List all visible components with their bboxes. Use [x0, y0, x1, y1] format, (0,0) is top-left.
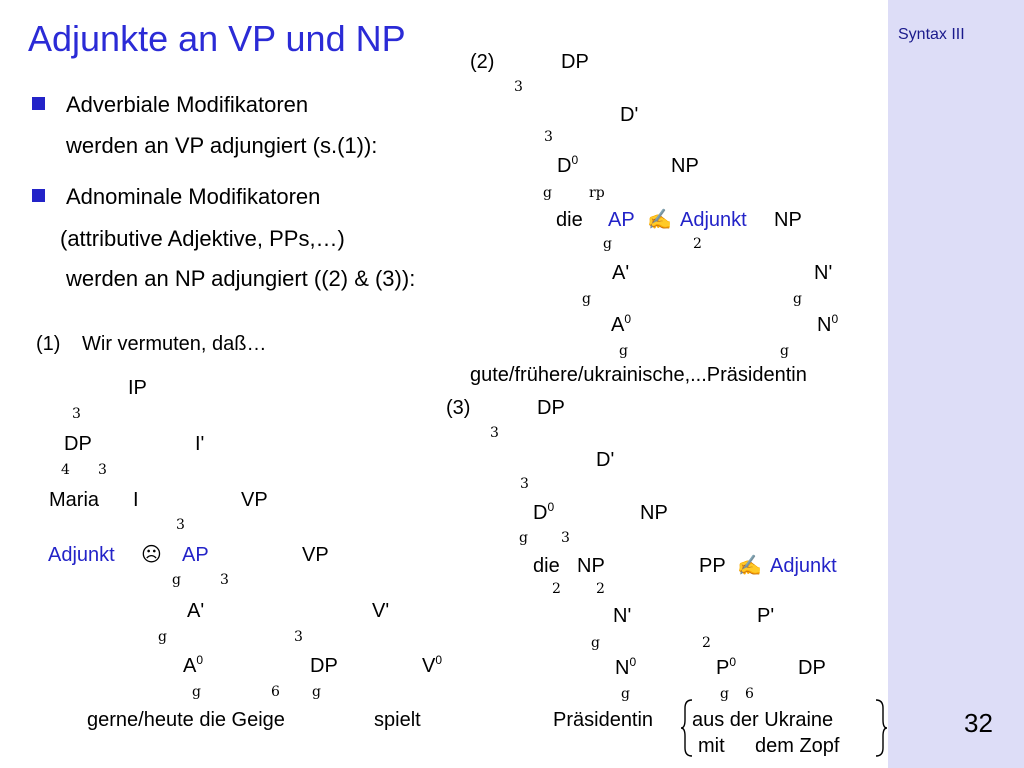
alternative-2-preposition: mit [698, 735, 725, 757]
node-n0: $N^0$ [817, 312, 839, 336]
node-p0: $P^0$ [716, 655, 737, 679]
page-number: 32 [964, 708, 993, 738]
branch-mark: g [621, 686, 630, 702]
writing-hand-icon: ✍ [737, 555, 762, 577]
node-p-bar: P' [757, 605, 775, 627]
bullet-1-line-2: werden an VP adjungiert (s.(1)): [66, 133, 378, 158]
alternative-1: aus der Ukraine [692, 709, 834, 731]
bullet-2-line-3: werden an NP adjungiert ((2) & (3)): [66, 266, 416, 291]
slide-title: Adjunkte an VP und NP [28, 18, 406, 59]
section-title: Syntax III [898, 26, 965, 43]
node-pp: PP [699, 555, 726, 577]
branch-mark: g [720, 686, 729, 702]
right-brace-icon [874, 698, 888, 758]
branch-mark: 2 [596, 581, 605, 597]
node-a-bar: A' [612, 262, 630, 284]
node-d-bar: D' [620, 104, 639, 126]
branch-mark: 3 [176, 517, 185, 533]
writing-hand-icon: ✍ [647, 209, 672, 231]
branch-mark: g [582, 291, 591, 307]
leaf-noun: Präsidentin [553, 709, 654, 731]
adjunkt-label: Adjunkt [770, 555, 837, 577]
frown-icon: ☹ [141, 544, 162, 566]
branch-mark: g [312, 684, 321, 700]
node-a-bar: A' [187, 600, 205, 622]
node-dp: DP [64, 433, 92, 455]
node-a0: $A^0$ [611, 312, 632, 336]
node-ap: AP [608, 209, 635, 231]
node-dp: DP [798, 657, 826, 679]
sidebar-panel [888, 0, 1024, 768]
branch-mark: g [192, 684, 201, 700]
node-a0: $A^0$ [183, 653, 204, 677]
example-1-sentence: Wir vermuten, daß… [82, 333, 267, 355]
node-np: NP [774, 209, 802, 231]
branch-mark: 2 [693, 236, 702, 252]
branch-mark: 6 [745, 686, 754, 702]
node-vp: VP [241, 489, 268, 511]
branch-mark: 3 [544, 129, 553, 145]
node-dp: DP [310, 655, 338, 677]
branch-mark: 3 [294, 629, 303, 645]
bullet-square-icon [32, 97, 45, 110]
branch-mark: 3 [72, 406, 81, 422]
branch-mark: g [543, 185, 552, 201]
node-ap: AP [182, 544, 209, 566]
branch-mark: g [603, 236, 612, 252]
leaf-text: gerne/heute die Geige [87, 709, 285, 731]
node-n0: $N^0$ [615, 655, 637, 679]
branch-mark: 3 [490, 425, 499, 441]
node-n-bar: N' [814, 262, 833, 284]
example-3-label: (3) [446, 397, 471, 419]
node-d0: $D^0$ [557, 153, 579, 177]
bullet-2-line-2: (attributive Adjektive, PPs,…) [60, 226, 345, 251]
branch-mark: 3 [514, 79, 523, 95]
example-1-label: (1) [36, 333, 61, 355]
node-v0: $V^0$ [422, 653, 443, 677]
adjunkt-label: Adjunkt [48, 544, 115, 566]
leaf-verb: spielt [374, 709, 421, 731]
node-i: I [133, 489, 139, 511]
leaf-die: die [556, 209, 583, 231]
leaf-maria: Maria [49, 489, 100, 511]
branch-mark: g [780, 343, 789, 359]
node-dp: DP [537, 397, 565, 419]
node-v-bar: V' [372, 600, 390, 622]
branch-mark: 2 [702, 635, 711, 651]
branch-mark: 3 [561, 530, 570, 546]
bullet-square-icon [32, 189, 45, 202]
example-2-label: (2) [470, 51, 495, 73]
branch-mark: g [793, 291, 802, 307]
branch-mark: 3 [220, 572, 229, 588]
bullet-2-line-1: Adnominale Modifikatoren [66, 184, 321, 209]
alternative-2-noun: dem Zopf [755, 735, 840, 757]
node-dp: DP [561, 51, 589, 73]
branch-mark: 3 [98, 462, 107, 478]
node-d-bar: D' [596, 449, 615, 471]
leaf-text: gute/frühere/ukrainische,...Präsidentin [470, 364, 807, 386]
branch-mark: g [158, 629, 167, 645]
node-ip: IP [128, 377, 147, 399]
node-np: NP [671, 155, 699, 177]
node-vp: VP [302, 544, 329, 566]
leaf-die: die [533, 555, 560, 577]
node-np: NP [577, 555, 605, 577]
branch-mark: 3 [520, 476, 529, 492]
branch-mark: rp [589, 185, 605, 201]
branch-mark: 2 [552, 581, 561, 597]
node-d0: $D^0$ [533, 500, 555, 524]
branch-mark: g [172, 572, 181, 588]
branch-mark: 6 [271, 684, 280, 700]
branch-mark: g [591, 635, 600, 651]
bullet-1-line-1: Adverbiale Modifikatoren [66, 92, 309, 117]
node-np: NP [640, 502, 668, 524]
branch-mark: 4 [61, 462, 70, 478]
branch-mark: g [619, 343, 628, 359]
branch-mark: g [519, 530, 528, 546]
adjunkt-label: Adjunkt [680, 209, 747, 231]
node-i-bar: I' [195, 433, 205, 455]
node-n-bar: N' [613, 605, 632, 627]
